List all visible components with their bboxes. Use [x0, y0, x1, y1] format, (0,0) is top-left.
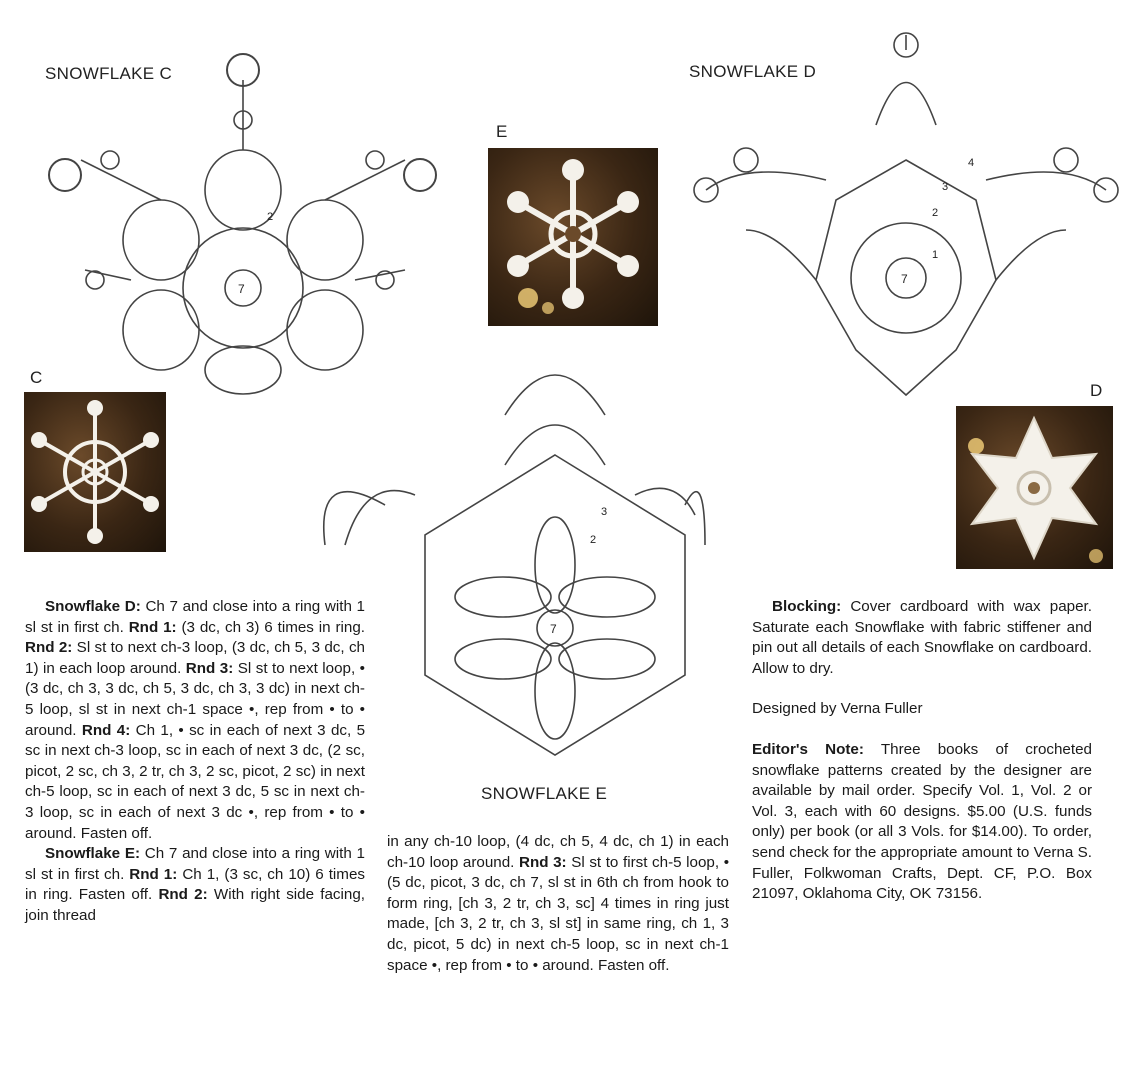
blocking-section: Blocking: Cover cardboard with wax paper. Saturate each Snowflake with fabric stiffener and pin out all details of each Snowflake on cardboard. Allow to dry.	[752, 598, 1092, 677]
d-round-4-number: 4	[968, 157, 975, 169]
d-center-number: 7	[901, 272, 908, 286]
snowflake-d-instructions: Snowflake D: Ch 7 and close into a ring with 1 sl st in first ch. Rnd 1: (3 dc, ch 3) 6 times in ring. Rnd 2: Sl st to next ch-3 loop, (3 dc, ch 5, 3 dc, ch 1) in each loop around. Rnd 3: Sl st to next loop, • (3 dc, ch 3, 3 dc, ch 5, 3 dc, ch 3, 3 dc) in next ch-5 loop, sl st in next ch-1 space •, rep from • to • around. Rnd 4: Ch 1, • sc in each of next 3 dc, 5 sc in next ch-3 loop, sc in each of next 3 dc, (2 sc, picot, 2 sc, ch 3, 2 tr, ch 3, 2 sc, picot, 2 sc) in next ch-5 loop, sc in each of next 3 dc, 5 sc in next ch-3 loop, sc in each of next 3 dc •, rep from • to • around. Fasten off.	[25, 598, 366, 842]
snowflake-e-instructions: Snowflake E: Ch 7 and close into a ring with 1 sl st in first ch. Rnd 1: Ch 1, (3 sc, ch 10) 6 times in ring. Fasten off. Rnd 2: With right side facing, join thread	[25, 845, 366, 924]
snowflake-e-heading: Snowflake E:	[45, 845, 141, 863]
snowflake-e-title: SNOWFLAKE E	[481, 784, 608, 803]
e-center-number: 7	[550, 622, 557, 636]
e-round-3-number: 3	[601, 506, 608, 518]
snowflake-e-photo-art	[488, 148, 658, 326]
photo-snowflake-e	[488, 148, 658, 326]
photo-e-letter: E	[496, 122, 508, 141]
designer-credit: Designed by Verna Fuller	[752, 700, 923, 718]
snowflake-d-diagram	[686, 30, 1126, 410]
editors-note: Editor's Note: Three books of crocheted snowflake patterns created by the designer are available by mail order. Specify Vol. 1, Vol. 2 or Vol. 3, each with 60 designs. $5.00 (U.S. funds only) per book (or all 3 Vols. for $14.00). To order, send check for the appropriate amount to Verna S. Fuller, Folkwoman Crafts, Dept. CF, P.O. Box 21097, Oklahoma City, OK 73156.	[752, 740, 1092, 903]
photo-snowflake-c	[24, 392, 166, 552]
snowflake-d-heading: Snowflake D:	[45, 598, 141, 615]
photo-d-letter: D	[1090, 381, 1103, 400]
e-round-2-number: 2	[590, 534, 597, 546]
snowflake-c-title: SNOWFLAKE C	[45, 64, 173, 83]
c-round-number: 2	[267, 211, 274, 223]
photo-snowflake-d	[956, 406, 1113, 569]
photo-c-letter: C	[30, 368, 43, 387]
snowflake-d-title: SNOWFLAKE D	[689, 62, 817, 81]
d-round-1-number: 1	[932, 249, 939, 261]
column-3-notes	[752, 597, 1092, 905]
d-round-3-number: 3	[942, 181, 949, 193]
column-2-instructions	[387, 832, 729, 976]
column-1-instructions	[25, 597, 365, 927]
d-round-2-number: 2	[932, 207, 939, 219]
c-center-number: 7	[238, 282, 245, 296]
snowflake-c-photo-art	[24, 392, 166, 552]
snowflake-e-diagram	[305, 345, 715, 775]
snowflake-d-photo-art	[956, 406, 1113, 569]
snowflake-e-continued: in any ch-10 loop, (4 dc, ch 5, 4 dc, ch 1) in each ch-10 loop around. Rnd 3: Sl st to first ch-5 loop, • (5 dc, picot, 3 dc, ch 7, sl st in 6th ch from hook to form ring, [ch 3, 2 tr, ch 3, sc] 4 times in ring just made, [ch 3, 2 tr, ch 3, sl st] in same ring, ch 1, 3 dc, picot, 5 dc) in next ch-5 loop, sc in next ch-1 space •, rep from • to • around. Fasten off.	[387, 833, 730, 974]
editors-note-heading: Editor's Note:	[752, 740, 864, 758]
blocking-heading: Blocking:	[772, 598, 842, 615]
